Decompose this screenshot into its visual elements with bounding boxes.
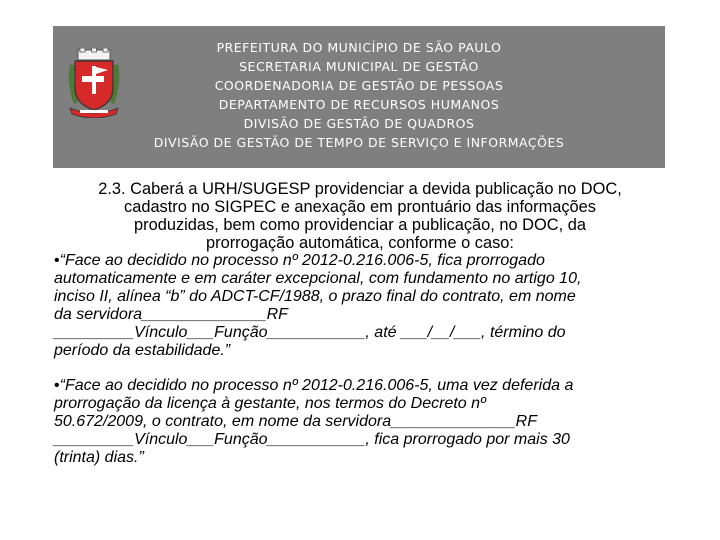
quote-line: da servidora______________RF: [54, 306, 288, 323]
intro-paragraph: [54, 180, 666, 252]
quote-line: [54, 377, 666, 395]
quote-line: período da estabilidade.”: [54, 342, 231, 359]
header-line-division-quadros: DIVISÃO DE GESTÃO DE QUADROS: [243, 116, 475, 131]
bullet-icon: •: [54, 377, 60, 394]
intro-line: 2.3. Caberá a URH/SUGESP providenciar a devida publicação no DOC,: [98, 180, 622, 198]
quote-line: _________Vínculo___Função___________, até ___/__/___, término do: [54, 324, 566, 341]
quote-line: (trinta) dias.”: [54, 449, 144, 466]
quote-line: inciso II, alínea “b” do ADCT-CF/1988, o prazo final do contrato, em nome: [54, 288, 576, 305]
intro-line: prorrogação automática, conforme o caso:: [206, 234, 514, 252]
header-text: [53, 38, 665, 152]
header-line-division-tempo: DIVISÃO DE GESTÃO DE TEMPO DE SERVIÇO E INFORMAÇÕES: [153, 135, 565, 150]
header-line-coordination: COORDENADORIA DE GESTÃO DE PESSOAS: [214, 78, 504, 93]
quote-paragraph-stability: [54, 252, 666, 360]
header-line-secretariat: SECRETARIA MUNICIPAL DE GESTÃO: [239, 59, 479, 74]
document-body: [54, 180, 666, 467]
quote-line-text: “Face ao decidido no processo nº 2012-0.216.006-5, uma vez deferida a: [59, 377, 574, 394]
bullet-icon: •: [54, 252, 60, 269]
quote-line: automaticamente e em caráter excepcional, com fundamento no artigo 10,: [54, 270, 582, 287]
header-line-department: DEPARTAMENTO DE RECURSOS HUMANOS: [218, 97, 500, 112]
header-banner: [53, 26, 665, 168]
quote-line: prorrogação da licença à gestante, nos termos do Decreto nº: [54, 395, 486, 412]
quote-line-text: “Face ao decidido no processo nº 2012-0.216.006-5, fica prorrogado: [59, 252, 545, 269]
quote-paragraph-maternity: [54, 377, 666, 467]
quote-line: [54, 252, 666, 270]
quote-line: _________Vínculo___Função___________, fica prorrogado por mais 30: [54, 431, 570, 448]
intro-line: cadastro no SIGPEC e anexação em prontuário das informações: [124, 198, 596, 216]
header-line-municipality: PREFEITURA DO MUNICÍPIO DE SÃO PAULO: [216, 40, 502, 55]
intro-line: produzidas, bem como providenciar a publicação, no DOC, da: [134, 216, 586, 234]
quote-line: 50.672/2009, o contrato, em nome da servidora______________RF: [54, 413, 538, 430]
